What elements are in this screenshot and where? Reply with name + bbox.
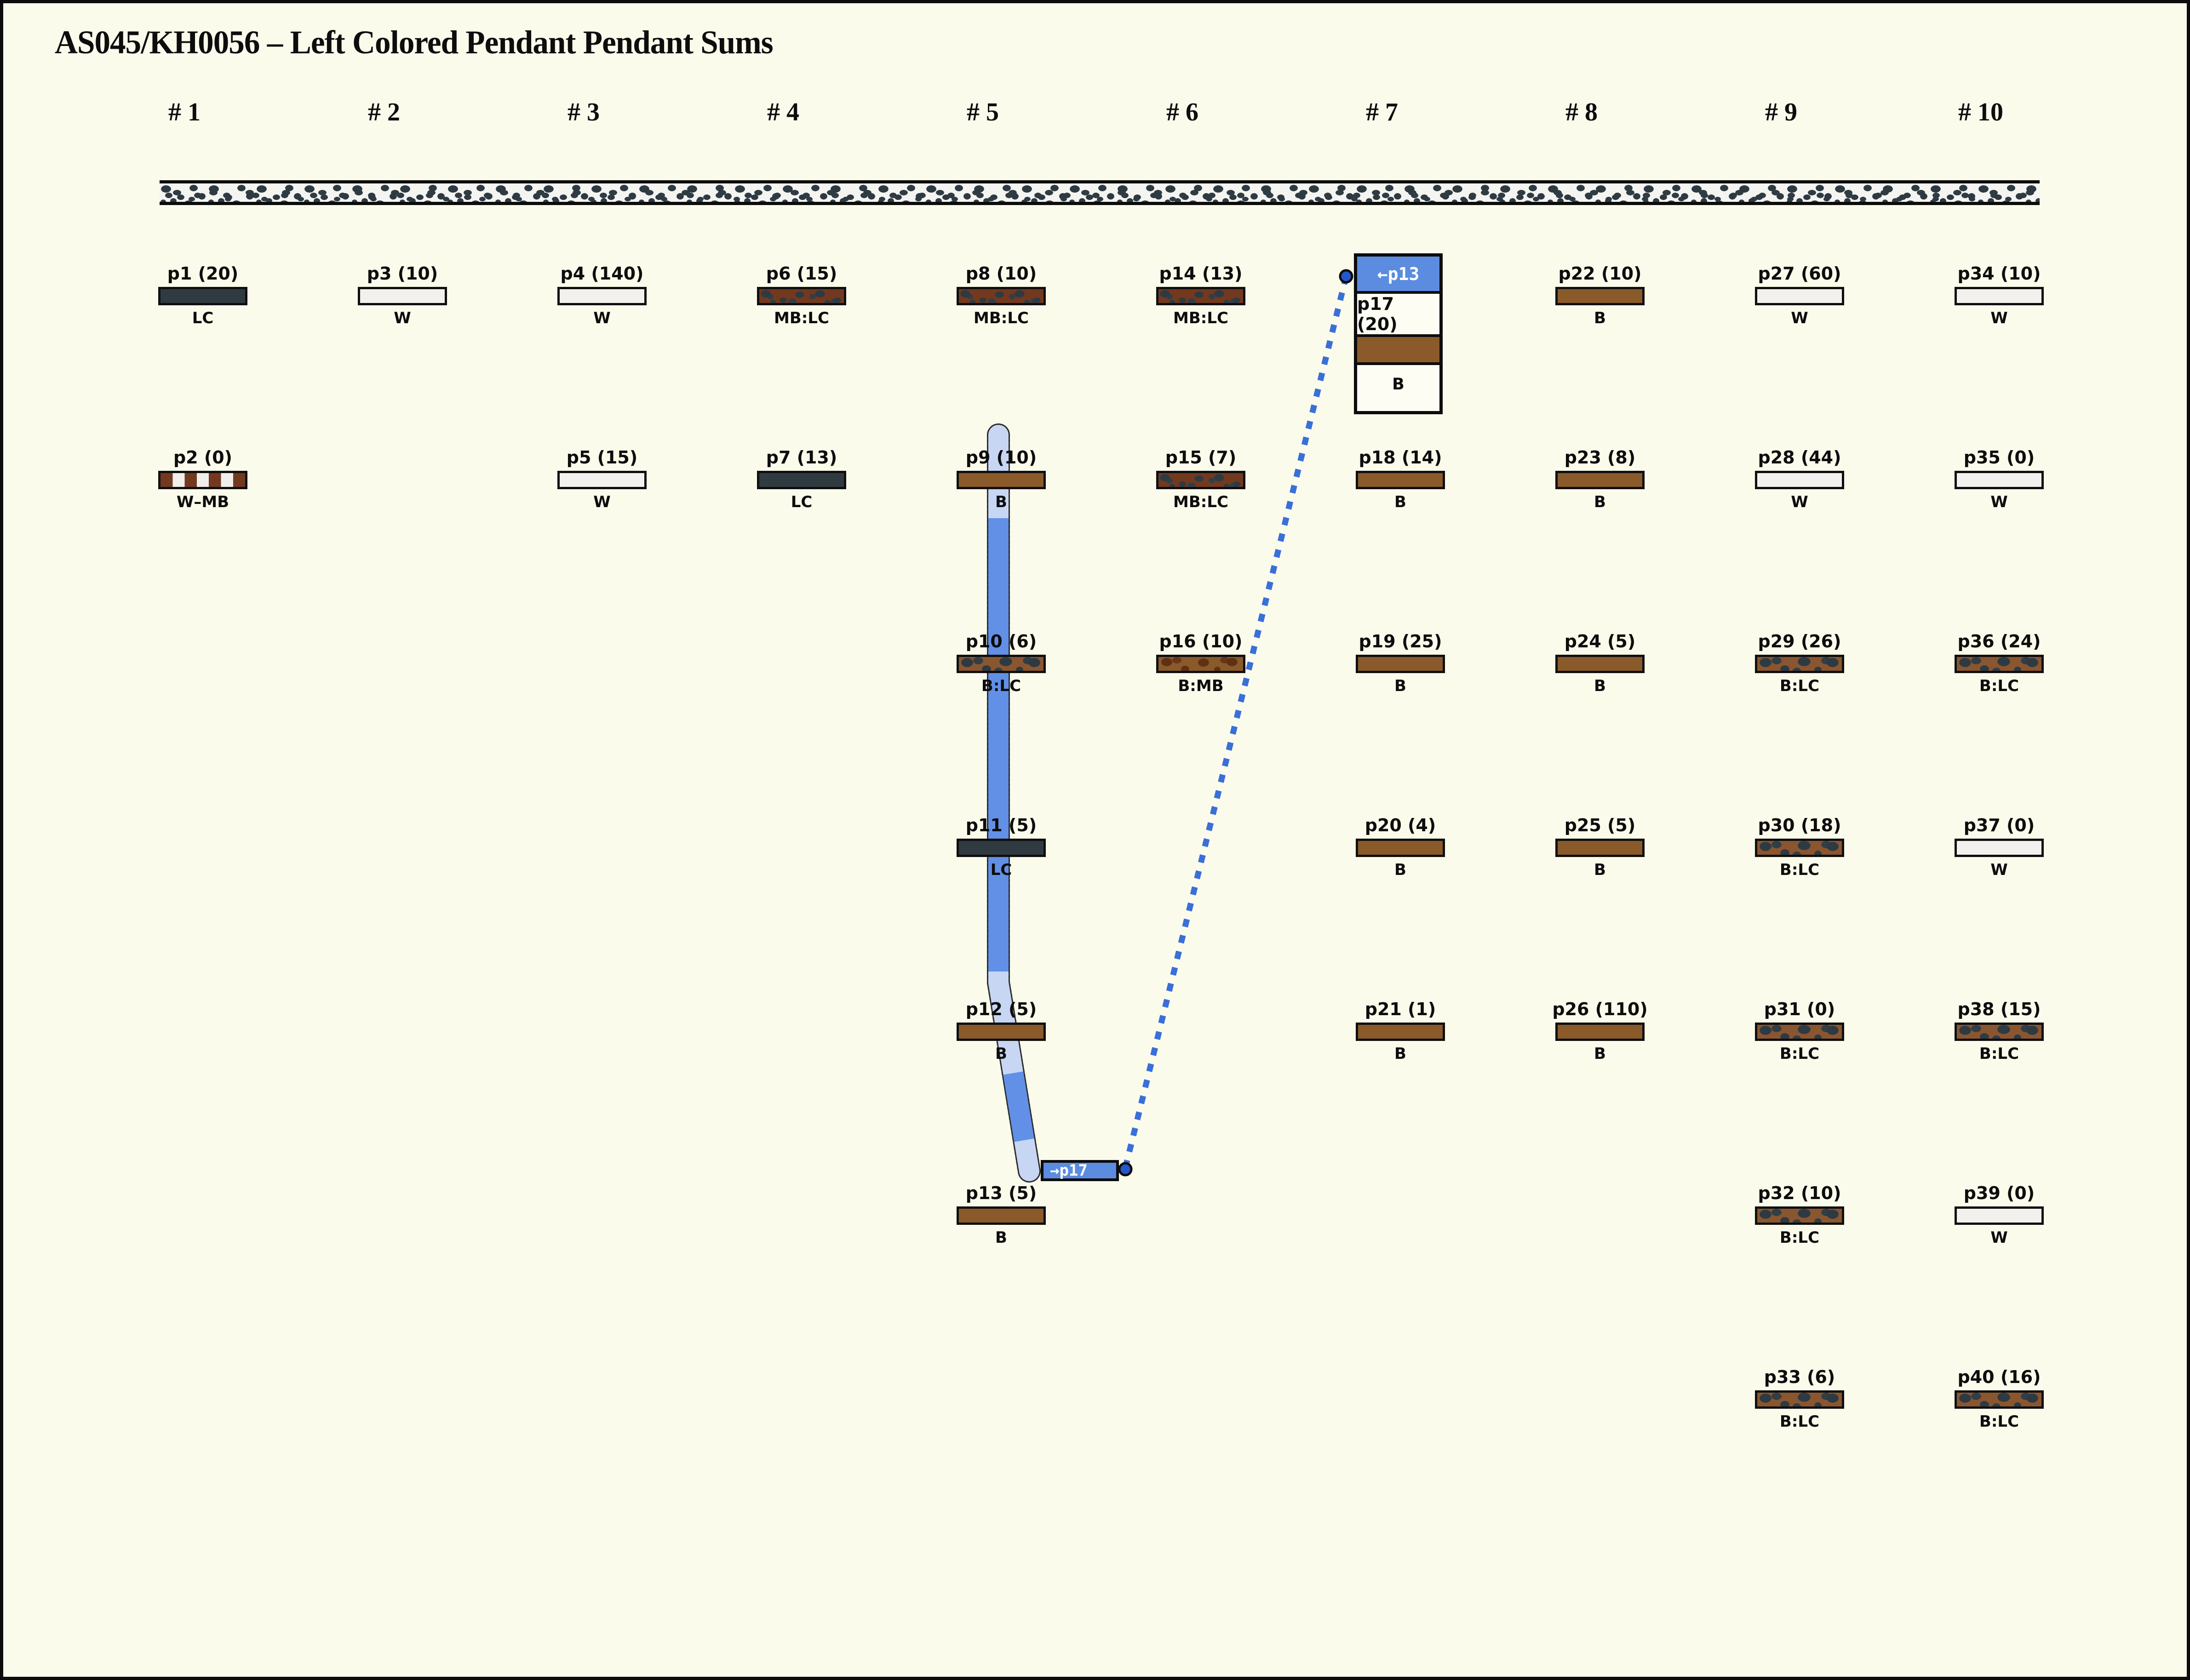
pendant-item [1331,628,1469,695]
jump-link-p17[interactable]: →p17 [1041,1160,1119,1181]
pendant-item [1331,812,1469,879]
column-header: # 10 [1958,98,2003,126]
pendant-bar [1955,1206,2044,1225]
pendant-bar [1755,839,1844,857]
pendant-bar [1755,1023,1844,1041]
pendant-item [1531,260,1669,327]
pendant-item [1531,812,1669,879]
pendant-label: p36 (24) [1957,631,2041,651]
pendant-item [1731,260,1869,327]
pendant-item [1930,996,2068,1063]
pendant-label: p22 (10) [1558,263,1642,284]
pendant-bar [1555,655,1645,673]
pendant-item [1930,444,2068,511]
pendant-code: W [1990,493,2008,511]
pendant-item [1930,812,2068,879]
pendant-item [1331,444,1469,511]
pendant-bar [1356,471,1445,489]
pendant-bar [1357,334,1439,362]
pendant-bar [957,655,1046,673]
pendant-bar [557,287,647,305]
pendant-item [932,996,1070,1063]
pendant-code: B:LC [1779,1412,1820,1431]
pendant-label: p6 (15) [766,263,837,284]
pendant-label: p18 (14) [1359,447,1442,468]
pendant-item [932,1180,1070,1247]
column-header: # 9 [1765,98,1797,126]
pendant-bar [1156,471,1245,489]
pendant-p17-highlight-box[interactable] [1354,253,1443,414]
pendant-label: p14 (13) [1159,263,1243,284]
pendant-bar [957,471,1046,489]
pendant-label: p33 (6) [1764,1367,1835,1387]
pendant-code: W [1990,1229,2008,1247]
pendant-code: LC [990,861,1012,879]
pendant-bar [1356,1023,1445,1041]
pendant-item [333,260,471,327]
pendant-item [733,444,871,511]
column-header: # 3 [568,98,600,126]
pendant-bar [1955,471,2044,489]
pendant-item [1531,996,1669,1063]
pendant-code: B [1394,1045,1406,1063]
pendant-label: p26 (110) [1552,999,1648,1019]
pendant-item [1731,1364,1869,1431]
pendant-bar [1555,1023,1645,1041]
pendant-item [932,812,1070,879]
page-title: AS045/KH0056 – Left Colored Pendant Pendant Sums [55,24,773,61]
pendant-item [1531,628,1669,695]
pendant-label: p35 (0) [1963,447,2035,468]
pendant-code: B [1594,1045,1606,1063]
pendant-label: p21 (1) [1364,999,1436,1019]
pendant-label: p1 (20) [167,263,239,284]
pendant-bar [1955,839,2044,857]
back-link-p13[interactable]: ←p13 [1357,257,1439,291]
pendant-code: B [1594,309,1606,327]
pendant-item [733,260,871,327]
pendant-code: MB:LC [1173,493,1228,511]
pendant-label: p7 (13) [766,447,837,468]
pendant-code: W [394,309,411,327]
pendant-item [932,260,1070,327]
pendant-bar [1755,1390,1844,1409]
pendant-label: p8 (10) [965,263,1037,284]
column-header: # 4 [767,98,799,126]
pendant-item [1930,1364,2068,1431]
column-header: # 2 [368,98,400,126]
pendant-code: B [995,493,1007,511]
pendant-label: p15 (7) [1165,447,1237,468]
pendant-item [1930,1180,2068,1247]
pendant-code: MB:LC [774,309,829,327]
pendant-label: p24 (5) [1564,631,1636,651]
pendant-code: B:MB [1178,677,1224,695]
pendant-code: B [1594,493,1606,511]
pendant-code: B [1357,362,1439,411]
pendant-item [1132,444,1270,511]
pendant-bar [1356,839,1445,857]
pendant-bar [957,1206,1046,1225]
pendant-code: B:LC [1979,677,2019,695]
pendant-item [932,628,1070,695]
pendant-code: B [1594,677,1606,695]
pendant-item [134,444,272,511]
highlight-path-medium-lower [1013,1073,1024,1140]
pendant-item [1731,444,1869,511]
pendant-item [1731,996,1869,1063]
column-header: # 6 [1166,98,1198,126]
pendant-bar [1156,287,1245,305]
pendant-code: MB:LC [1173,309,1228,327]
pendant-item [1331,996,1469,1063]
pendant-code: B:LC [1779,677,1820,695]
pendant-bar [1555,839,1645,857]
pendant-label: p39 (0) [1963,1183,2035,1203]
pendant-code: B:LC [1779,1045,1820,1063]
pendant-bar [1555,471,1645,489]
pendant-item [1731,628,1869,695]
pendant-label: p4 (140) [560,263,644,284]
pendant-label: p16 (10) [1159,631,1243,651]
pendant-bar [957,839,1046,857]
pendant-label: p34 (10) [1957,263,2041,284]
pendant-item [134,260,272,327]
pendant-bar [1755,287,1844,305]
pendant-code: B [995,1229,1007,1247]
pendant-bar [1555,287,1645,305]
pendant-bar [358,287,447,305]
pendant-code: W [1791,493,1808,511]
pendant-label: p37 (0) [1963,815,2035,835]
pendant-code: B:LC [1779,1229,1820,1247]
pendant-item [533,260,671,327]
pendant-label: p13 (5) [965,1183,1037,1203]
pendant-label: p12 (5) [965,999,1037,1019]
pendant-code: MB:LC [974,309,1029,327]
pendant-bar [1955,1390,2044,1409]
pendant-item [533,444,671,511]
pendant-label: p9 (10) [965,447,1037,468]
pendant-code: W [593,309,611,327]
pendant-label: p29 (26) [1758,631,1841,651]
pendant-bar [557,471,647,489]
pendant-code: W [1990,861,2008,879]
pendant-code: W [593,493,611,511]
pendant-label: p32 (10) [1758,1183,1841,1203]
pendant-bar [757,471,846,489]
pendant-label: p10 (6) [965,631,1037,651]
pendant-code: W–MB [176,493,229,511]
pendant-bar [757,287,846,305]
pendant-bar [1356,655,1445,673]
pendant-label: p20 (4) [1364,815,1436,835]
column-header: # 8 [1565,98,1598,126]
pendant-label: p19 (25) [1359,631,1442,651]
pendant-bar [1755,655,1844,673]
dotted-link-line [1125,276,1346,1168]
pendant-code: B:LC [1779,861,1820,879]
pendant-label: p38 (15) [1957,999,2041,1019]
pendant-label: p5 (15) [566,447,638,468]
pendant-item [932,444,1070,511]
pendant-label: p25 (5) [1564,815,1636,835]
pendant-bar [1755,471,1844,489]
pendant-code: LC [791,493,813,511]
pendant-item [1132,628,1270,695]
pendant-code: W [1791,309,1808,327]
pendant-item [1731,1180,1869,1247]
pendant-label: p30 (18) [1758,815,1841,835]
pendant-label: p3 (10) [367,263,438,284]
column-header: # 5 [967,98,999,126]
column-header: # 1 [168,98,201,126]
pendant-label: p28 (44) [1758,447,1841,468]
pendant-label: p23 (8) [1564,447,1636,468]
pendant-code: B [1394,493,1406,511]
pendant-bar [1156,655,1245,673]
pendant-bar [1955,655,2044,673]
pendant-code: B [1394,677,1406,695]
pendant-code: B [1594,861,1606,879]
pendant-bar [1955,287,2044,305]
pendant-label: p27 (60) [1758,263,1841,284]
pendant-bar [158,471,247,489]
pendant-label: p2 (0) [173,447,233,468]
pendant-bar [1955,1023,2044,1041]
pendant-code: LC [192,309,214,327]
pendant-bar [957,287,1046,305]
pendant-code: W [1990,309,2008,327]
pendant-code: B [995,1045,1007,1063]
pendant-label: p40 (16) [1957,1367,2041,1387]
pendant-bar [1755,1206,1844,1225]
pendant-bar [158,287,247,305]
pendant-code: B [1394,861,1406,879]
pendant-item [1731,812,1869,879]
pendant-label: p31 (0) [1764,999,1835,1019]
pendant-item [1132,260,1270,327]
pendant-item [1930,628,2068,695]
pendant-code: B:LC [1979,1045,2019,1063]
pendant-item [1531,444,1669,511]
pendant-bar [957,1023,1046,1041]
pendant-label: p17 (20) [1357,291,1439,334]
pendant-code: B:LC [981,677,1021,695]
pendant-label: p11 (5) [965,815,1037,835]
column-header: # 7 [1366,98,1398,126]
pendant-code: B:LC [1979,1412,2019,1431]
pendant-item [1930,260,2068,327]
